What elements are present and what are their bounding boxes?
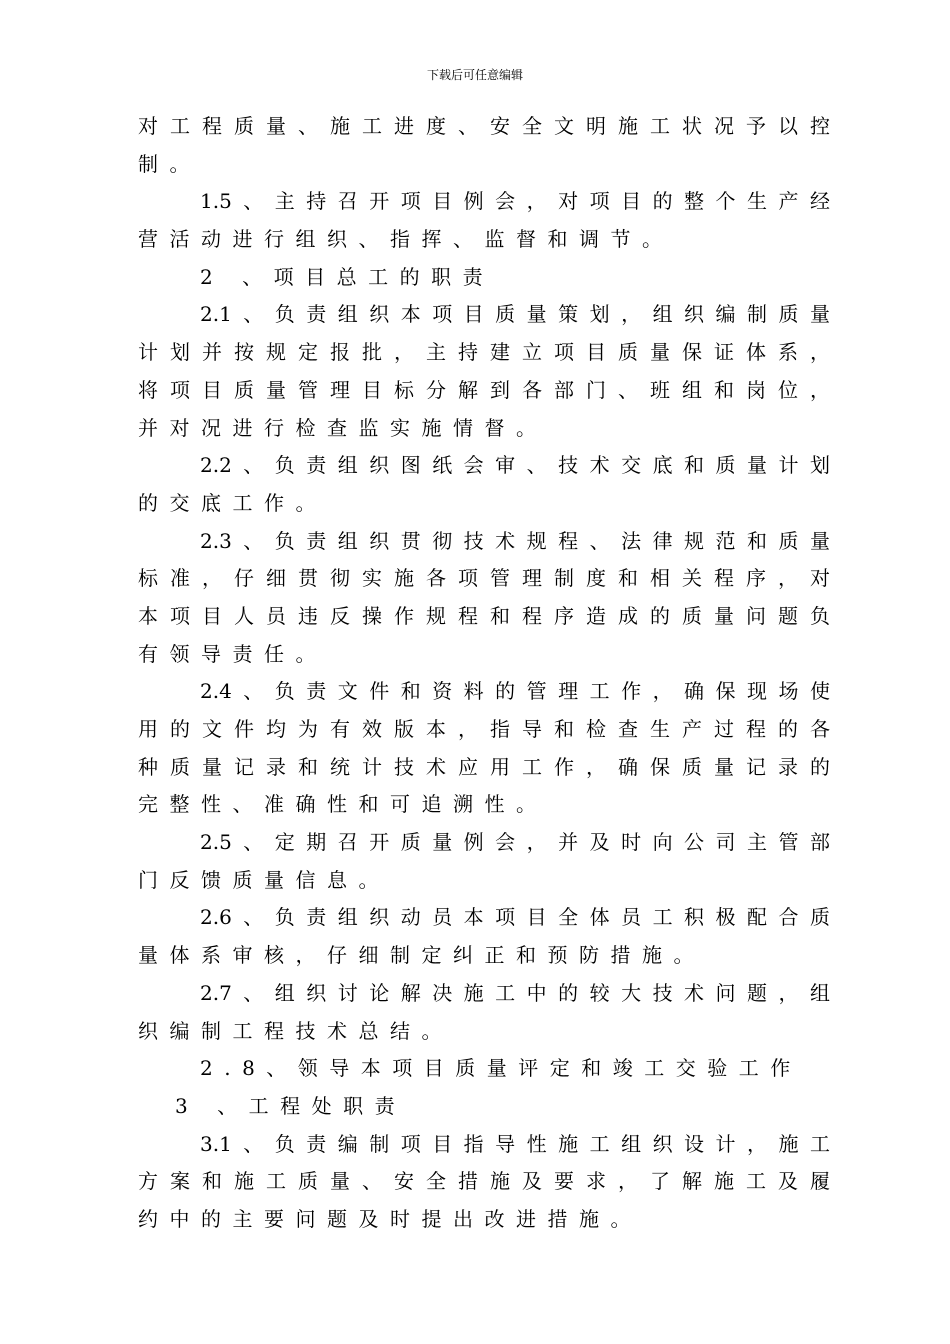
text-line: 量体系审核，仔细制定纠正和预防措施。 bbox=[138, 943, 705, 968]
text-line: 织编制工程技术总结。 bbox=[138, 1018, 453, 1043]
text-line: 有领导责任。 bbox=[138, 641, 327, 666]
text-line: 方案和施工质量、安全措施及要求，了解施工及履 bbox=[138, 1169, 830, 1194]
text-line: 计划并按规定报批，主持建立项目质量保证体系， bbox=[138, 340, 830, 365]
text-line: 2.3、负责组织贯彻技术规程、法律规范和质量 bbox=[200, 528, 830, 553]
text-line: 2.4、负责文件和资料的管理工作，确保现场使 bbox=[200, 679, 830, 704]
page-header: 下载后可任意编辑 bbox=[426, 68, 523, 82]
text-line: 2.5、定期召开质量例会，并及时向公司主管部 bbox=[200, 830, 830, 855]
text-line: 约中的主要问题及时提出改进措施。 bbox=[138, 1206, 642, 1231]
text-line: 2.7、组织讨论解决施工中的较大技术问题，组 bbox=[200, 980, 830, 1005]
text-line: 1.5、主持召开项目例会，对项目的整个生产经 bbox=[200, 189, 830, 214]
text-line: 并对况进行检查监实施情督。 bbox=[138, 415, 548, 440]
text-line: 营活动进行组织、指挥、监督和调节。 bbox=[138, 227, 674, 252]
text-line: 对工程质量、施工进度、安全文明施工状况予以控 bbox=[138, 114, 830, 138]
text-line: 用的文件均为有效版本，指导和检查生产过程的各 bbox=[138, 717, 830, 741]
text-line: 2.1、负责组织本项目质量策划，组织编制质量 bbox=[200, 302, 830, 327]
text-line: 2.6、负责组织动员本项目全体员工积极配合质 bbox=[200, 905, 830, 930]
text-line: 2.2、负责组织图纸会审、技术交底和质量计划 bbox=[200, 453, 830, 478]
section-heading: 3 、工程处职责 bbox=[175, 1093, 407, 1118]
text-line: 将项目质量管理目标分解到各部门、班组和岗位， bbox=[138, 377, 830, 402]
text-line: 3.1、负责编制项目指导性施工组织设计，施工 bbox=[200, 1131, 830, 1156]
text-line: 标准，仔细贯彻实施各项管理制度和相关程序，对 bbox=[138, 566, 830, 591]
section-heading: 2 、项目总工的职责 bbox=[200, 264, 495, 289]
text-line: 种质量记录和统计技术应用工作，确保质量记录的 bbox=[138, 754, 830, 779]
document-body bbox=[138, 108, 830, 1239]
text-line: 门反馈质量信息。 bbox=[138, 867, 390, 892]
text-line: 2.8、领导本项目质量评定和竣工交验工作 bbox=[200, 1056, 802, 1081]
text-line: 制。 bbox=[138, 151, 201, 176]
text-line: 本项目人员违反操作规程和程序造成的质量问题负 bbox=[138, 603, 830, 628]
text-line: 的交底工作。 bbox=[138, 490, 327, 515]
text-line: 完整性、准确性和可追溯性。 bbox=[138, 792, 548, 817]
